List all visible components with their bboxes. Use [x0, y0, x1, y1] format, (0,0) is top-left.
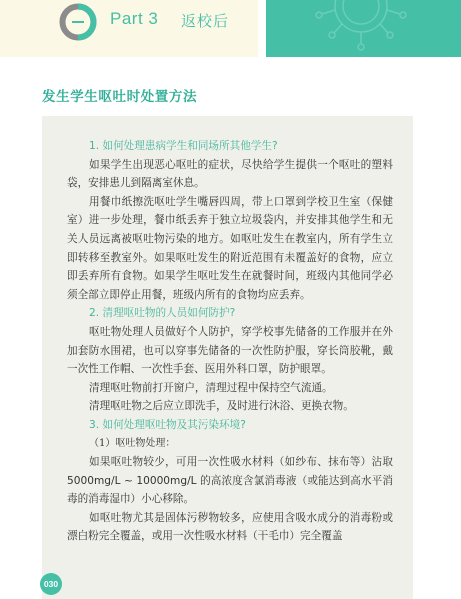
question-heading: 2. 清理呕吐物的人员如何防护? — [89, 307, 236, 320]
paragraph: 清理呕吐物之后应立即洗手，及时进行沐浴、更换衣物。 — [89, 400, 354, 413]
page-number: 030 — [40, 573, 62, 595]
paragraph: 如呕吐物尤其是固体污秽物较多，应使用含吸水成分的消毒粉或漂白粉完全覆盖，或用一次性吸水材料（干毛巾）完全覆盖 — [67, 511, 393, 543]
header-photo — [266, 0, 461, 57]
question-heading: 3. 如何处理呕吐物及其污染环境? — [89, 418, 246, 431]
virus-illustration-icon — [266, 0, 461, 57]
part-label: Part 3 — [110, 9, 159, 28]
section-title: 发生学生呕吐时处置方法 — [42, 89, 198, 105]
question-heading: 1. 如何处理患病学生和同场所其他学生? — [89, 140, 278, 152]
paragraph: 用餐巾纸擦洗呕吐学生嘴唇四周，带上口罩到学校卫生室（保健室）进一步处理，餐巾纸丢弃于独立垃圾袋内，并安排其他学生和无关人员远离被呕吐物污染的地方。如呕吐发生在教室内，所有学生立即转移至教室外。如果呕吐发生的附近范围有未覆盖好的食物，应立即丢弃所有食物。如果学生呕吐发生在就餐时间，班级内其他同学必须全部立即停止用餐，班级内所有的食物均应丢弃。 — [67, 195, 393, 301]
subheading: （1）呕吐物处理： — [89, 437, 176, 449]
ring-logo-icon — [58, 2, 98, 42]
paragraph: 如果呕吐物较少，可用一次性吸水材料（如纱布、抹布等）沾取 5000mg/L ~ 10000mg/L 的高浓度含氯消毒液（或能达到高水平消毒的消毒湿巾）小心移除。 — [67, 456, 393, 506]
paragraph: 呕吐物处理人员做好个人防护，穿学校事先储备的工作服并在外加套防水围裙，也可以穿事先储备的一次性防护服，穿长筒胶靴，戴一次性工作帽、一次性手套、医用外科口罩，防护眼罩。 — [67, 325, 393, 376]
part-subtitle: 返校后 — [181, 12, 230, 30]
paragraph: 清理呕吐物前打开窗户，清理过程中保持空气流通。 — [89, 381, 333, 394]
paragraph: 如果学生出现恶心呕吐的症状，尽快给学生提供一个呕吐的塑料袋，安排患儿到隔离室休息。 — [67, 158, 393, 190]
content-body — [67, 137, 393, 546]
